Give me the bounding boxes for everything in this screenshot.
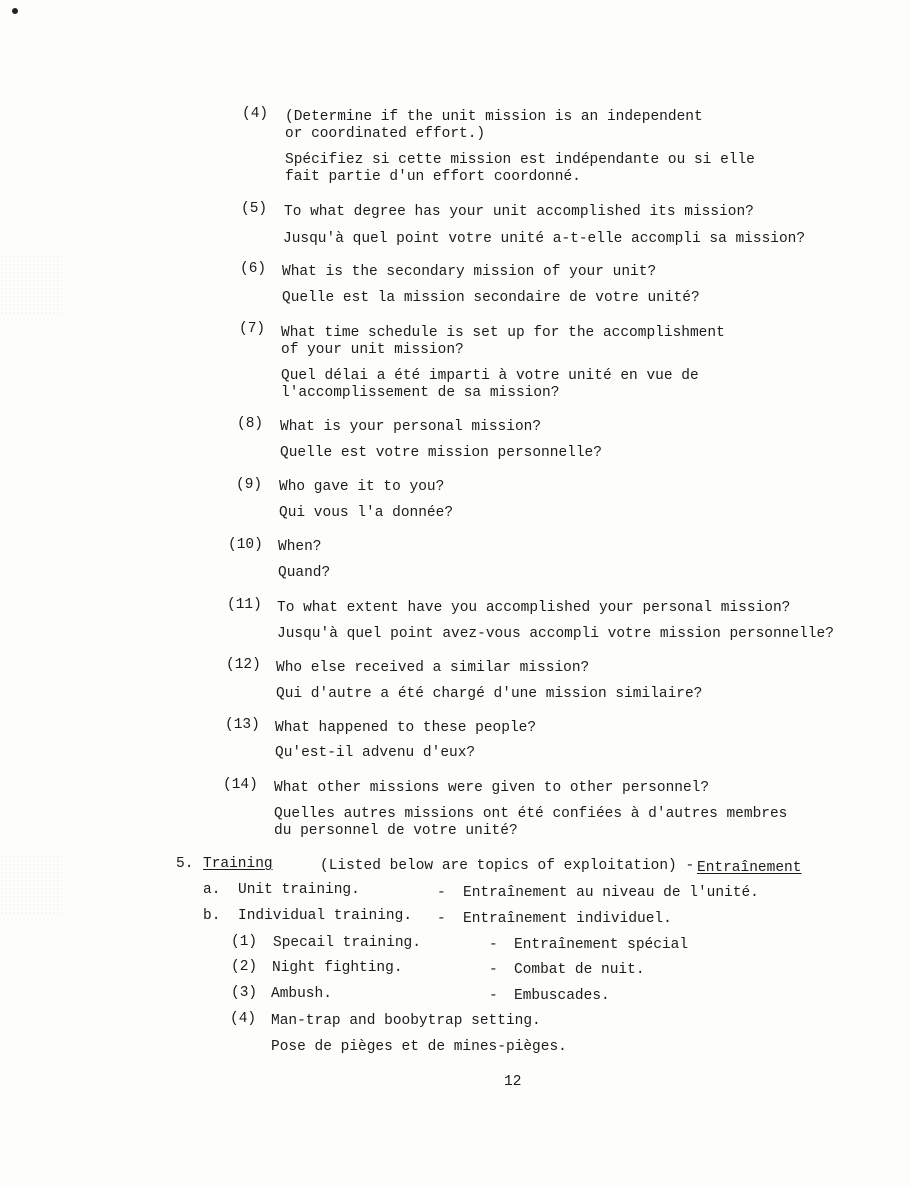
question-fr: Quelle est la mission secondaire de votre unité? — [282, 290, 700, 306]
subitem-en: Man-trap and boobytrap setting. — [271, 1013, 541, 1029]
subitem-fr: Embuscades. — [514, 988, 610, 1004]
question-fr: Quel délai a été imparti à votre unité en vue de l'accomplissement de sa mission? — [281, 368, 699, 401]
section-heading-fr: Entraînement — [697, 860, 802, 876]
question-fr: Spécifiez si cette mission est indépendante ou si elle fait partie d'un effort coordonné. — [285, 152, 755, 185]
subitem-number: (4) — [230, 1011, 257, 1027]
question-fr: Qu'est-il advenu d'eux? — [275, 745, 476, 761]
section-intro: (Listed below are topics of exploitation) - — [320, 858, 695, 874]
item-number: (5) — [241, 201, 268, 217]
scan-noise-strip — [0, 255, 62, 315]
question-en: Who else received a similar mission? — [276, 660, 590, 676]
question-fr: Qui vous l'a donnée? — [279, 505, 454, 521]
subitem-dash: - — [437, 885, 446, 901]
question-fr: Quelle est votre mission personnelle? — [280, 445, 602, 461]
section-heading: Training — [203, 856, 273, 872]
question-fr: Jusqu'à quel point avez-vous accompli votre mission personnelle? — [277, 626, 834, 642]
subitem-fr: Combat de nuit. — [514, 962, 645, 978]
subitem-en: Individual training. — [238, 908, 413, 924]
question-en: To what degree has your unit accomplished its mission? — [284, 204, 754, 220]
subitem-en: Ambush. — [271, 986, 332, 1002]
item-number: (11) — [227, 597, 262, 613]
item-number: (4) — [242, 106, 269, 122]
item-number: (8) — [237, 416, 264, 432]
item-number: (7) — [239, 321, 266, 337]
scan-noise-strip — [0, 855, 62, 915]
item-number: (14) — [223, 777, 258, 793]
question-en: What other missions were given to other personnel? — [274, 780, 710, 796]
question-en: To what extent have you accomplished your personal mission? — [277, 600, 791, 616]
subitem-fr: Entraînement spécial — [514, 937, 689, 953]
item-number: (10) — [228, 537, 263, 553]
question-en: Who gave it to you? — [279, 479, 445, 495]
subitem-dash: - — [489, 937, 498, 953]
subitem-fr: Entraînement au niveau de l'unité. — [463, 885, 759, 901]
subitem-number: (2) — [231, 959, 258, 975]
question-en: What is your personal mission? — [280, 419, 542, 435]
scan-speck — [12, 8, 18, 14]
subitem-letter: b. — [203, 908, 221, 924]
subitem-en: Specail training. — [273, 935, 421, 951]
item-number: (12) — [226, 657, 261, 673]
item-number: (13) — [225, 717, 260, 733]
item-number: (9) — [236, 477, 263, 493]
page-number: 12 — [504, 1074, 522, 1090]
subitem-fr: Entraînement individuel. — [463, 911, 672, 927]
section-number: 5. — [176, 856, 194, 872]
subitem-letter: a. — [203, 882, 221, 898]
question-fr: Quand? — [278, 565, 331, 581]
item-number: (6) — [240, 261, 267, 277]
subitem-fr: Pose de pièges et de mines-pièges. — [271, 1039, 567, 1055]
question-en: (Determine if the unit mission is an independent or coordinated effort.) — [285, 109, 703, 142]
subitem-number: (3) — [231, 985, 258, 1001]
question-en: When? — [278, 539, 322, 555]
subitem-dash: - — [437, 911, 446, 927]
subitem-en: Unit training. — [238, 882, 360, 898]
subitem-dash: - — [489, 988, 498, 1004]
question-fr: Quelles autres missions ont été confiées à d'autres membres du personnel de votre unité? — [274, 806, 788, 839]
question-fr: Jusqu'à quel point votre unité a-t-elle accompli sa mission? — [283, 231, 806, 247]
question-en: What is the secondary mission of your unit? — [282, 264, 657, 280]
question-en: What happened to these people? — [275, 720, 537, 736]
question-fr: Qui d'autre a été chargé d'une mission similaire? — [276, 686, 703, 702]
question-en: What time schedule is set up for the accomplishment of your unit mission? — [281, 325, 725, 358]
subitem-number: (1) — [231, 934, 258, 950]
subitem-dash: - — [489, 962, 498, 978]
subitem-en: Night fighting. — [272, 960, 403, 976]
